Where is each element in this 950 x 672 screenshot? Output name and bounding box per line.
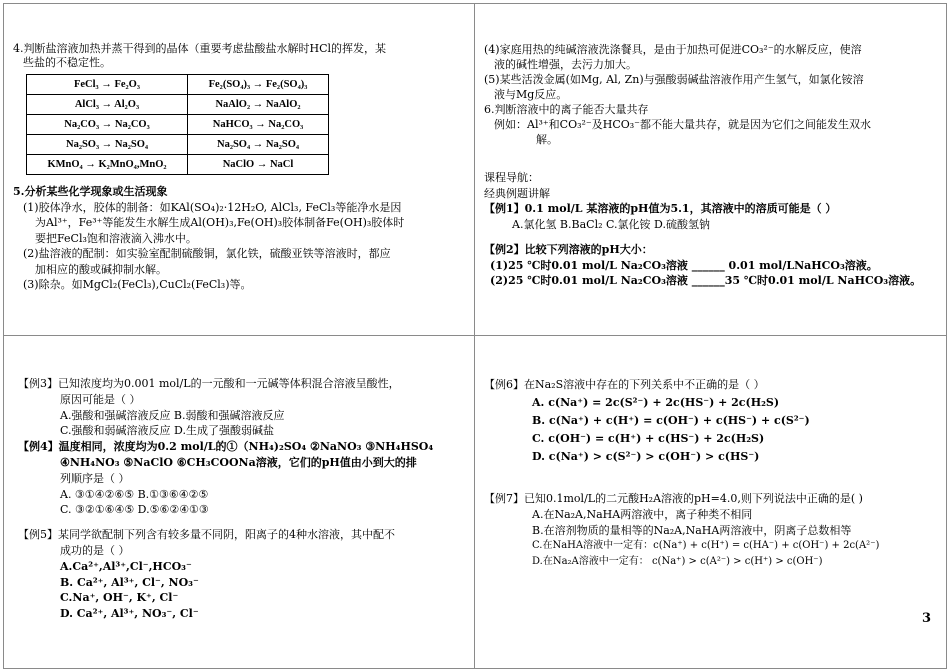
example4-options-ab: A. ③①④②⑥⑤ B.①③⑥④②⑤ [60,487,209,501]
example3-line1: 【例3】已知浓度均为0.001 mol/L的一元酸和一元碱等体积混合溶液呈酸性， [18,377,400,390]
example2-question: 【例2】比较下列溶液的pH大小： [484,243,653,256]
i4-line1: (4)家庭用热的纯碱溶液洗涤餐具，是由于加热可促进CO₃²⁻的水解反应，使溶 [484,43,862,56]
item5-2-line2: 加相应的酸或碱抑制水解。 [35,262,167,276]
example3-options-ab: A.强酸和强碱溶液反应 B.弱酸和强碱溶液反应 [60,408,285,422]
table-row [27,75,329,95]
table-cell: KMnO₄ → K₂MnO₄,MnO₂ [27,155,188,175]
i6-line1: 例如：Al³⁺和CO₃²⁻及HCO₃⁻都不能大量共存，就是因为它们之间能发生双水 [494,118,871,131]
item5-1-line3: 要把FeCl₃饱和溶液滴入沸水中。 [35,231,197,245]
page-number: 3 [922,611,932,626]
table-cell: Fe₂(SO₄)₃ → Fe₂(SO₄)₃ [188,75,329,95]
table-row [27,95,329,115]
example7-option-d: D.在Na₂A溶液中一定有： c(Na⁺) > c(A²⁻) > c(H⁺) > c(OH⁻) [532,556,823,568]
i6-title: 6.判断溶液中的离子能否大量共存 [484,103,649,116]
table-cell: Na₂SO₃ → Na₂SO₄ [27,135,188,155]
example3-line2: 原因可能是（ ） [60,392,141,406]
example2-part2: (2)25 ℃时0.01 mol/L Na₂CO₃溶液 ______35 ℃时0.01 mol/L NaHCO₃溶液。 [490,274,922,287]
example5-option-d: D. Ca²⁺, Al³⁺, NO₃⁻, Cl⁻ [60,607,199,621]
classic-examples: 经典例题讲解 [484,186,550,200]
item5-1-line2: 为Al³⁺，Fe³⁺等能发生水解生成Al(OH)₃,Fe(OH)₃胶体制备Fe(OH)₃胶体时 [35,216,405,229]
example6-option-b: B. c(Na⁺) + c(H⁺) = c(OH⁻) + c(HS⁻) + c(S²⁻) [532,414,810,427]
example5-option-c: C.Na⁺, OH⁻, K⁺, Cl⁻ [60,591,179,605]
example1-options: A.氯化氢 B.BaCl₂ C.氯化铵 D.硫酸氢钠 [512,217,710,231]
q2-items [484,42,942,147]
salt-evaporation-table [26,74,329,175]
example6-option-c: C. c(OH⁻) = c(H⁺) + c(HS⁻) + 2c(H₂S) [532,432,765,445]
q3-examples [18,376,468,622]
table-cell: Na₂SO₄ → Na₂SO₄ [188,135,329,155]
i5-line2: 液与Mg反应。 [494,88,568,101]
q4-example7 [484,491,942,570]
example1-question: 【例1】0.1 mol/L 某溶液的pH值为5.1，其溶液中的溶质可能是（ ） [484,202,837,215]
example4-line2: ④NH₄NO₃ ⑤NaClO ⑥CH₃COONa溶液，它们的pH值由小到大的排 [60,455,417,469]
vertical-divider [474,3,475,669]
table-cell: NaHCO₃ → Na₂CO₃ [188,115,329,135]
example6-option-d: D. c(Na⁺) > c(S²⁻) > c(OH⁻) > c(HS⁻) [532,450,760,463]
q4-example6 [484,376,942,466]
table-cell: NaClO → NaCl [188,155,329,175]
table-row [27,135,329,155]
example5-option-a: A.Ca²⁺,Al³⁺,Cl⁻,HCO₃⁻ [60,559,192,573]
example6-question: 【例6】在Na₂S溶液中存在的下列关系中不正确的是（ ） [484,378,765,391]
example5-line2: 成功的是（ ） [60,543,130,557]
q1-item5 [13,184,468,293]
i5-line1: (5)某些活泼金属(如Mg, Al, Zn)与强酸弱碱盐溶液作用产生氢气，如氯化铵溶 [484,73,864,86]
item5-3: (3)除杂。如MgCl₂(FeCl₃),CuCl₂(FeCl₃)等。 [23,278,252,291]
item5-1-line1: (1)胶体净水，胶体的制备：如KAl(SO₄)₂·12H₂O, AlCl₃, FeCl₃等能净水是因 [23,200,402,214]
table-cell: AlCl₃ → Al₂O₃ [27,95,188,115]
example7-option-c: C.在NaHA溶液中一定有：c(Na⁺) + c(H⁺) = c(HA⁻) + c(OH⁻) + 2c(A²⁻) [532,540,880,552]
item5-title: 5.分析某些化学现象或生活现象 [13,185,168,198]
table-cell: NaAlO₂ → NaAlO₂ [188,95,329,115]
i4-line2: 液的碱性增强，去污力加大。 [494,58,637,71]
horizontal-divider [3,335,947,336]
example7-question: 【例7】已知0.1mol/L的二元酸H₂A溶液的pH=4.0,则下列说法中正确的是( ) [484,492,863,505]
q1-header [13,42,468,70]
item5-2-line1: (2)盐溶液的配制：如实验室配制硫酸铜，氯化铁，硫酸亚铁等溶液时，都应 [23,247,391,260]
example4-options-cd: C. ③②①⑥④⑤ D.⑤⑥②④①③ [60,503,209,517]
table-row [27,155,329,175]
i6-line2: 解。 [536,133,558,146]
example4-line1: 【例4】温度相同，浓度均为0.2 mol/L的①（NH₄)₂SO₄ ②NaNO₃ ③NH₄HSO₄ [18,440,434,454]
table-cell: FeCl₃ → Fe₂O₃ [27,75,188,95]
q2-examples [484,170,942,289]
item4-line1: 4.判断盐溶液加热并蒸干得到的晶体（重要考虑盐酸盐水解时HCl的挥发，某 [13,42,387,55]
example5-option-b: B. Ca²⁺, Al³⁺, Cl⁻, NO₃⁻ [60,575,199,589]
example3-options-cd: C.强酸和弱碱溶液反应 D.生成了强酸弱碱盐 [60,424,274,438]
course-nav: 课程导航： [484,171,539,184]
table-cell: Na₂CO₃ → Na₂CO₃ [27,115,188,135]
table-row [27,115,329,135]
example5-line1: 【例5】某同学欲配制下列含有较多量不同阴，阳离子的4种水溶液，其中配不 [18,528,395,542]
example7-option-a: A.在Na₂A,NaHA两溶液中，离子种类不相同 [532,507,753,521]
example7-option-b: B.在溶剂物质的量相等的Na₂A,NaHA两溶液中，阴离子总数相等 [532,523,852,537]
item4-line2: 些盐的不稳定性。 [23,56,111,69]
example4-line3: 列顺序是（ ） [60,471,130,485]
example6-option-a: A. c(Na⁺) = 2c(S²⁻) + 2c(HS⁻) + 2c(H₂S) [532,396,780,409]
example2-part1: (1)25 ℃时0.01 mol/L Na₂CO₃溶液 ______ 0.01 mol/LNaHCO₃溶液。 [490,258,878,272]
